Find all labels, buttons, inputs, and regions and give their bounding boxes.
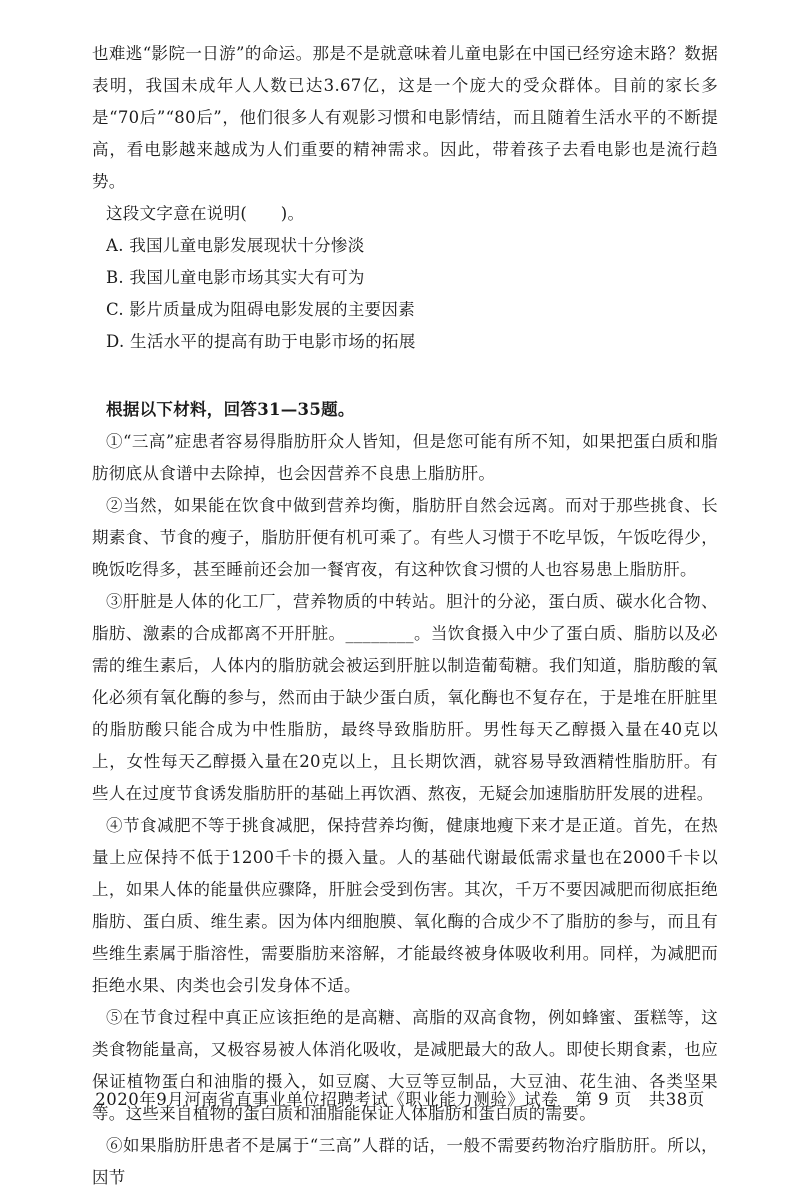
material-paragraph-1: ①“三高”症患者容易得脂肪肝众人皆知，但是您可能有所不知，如果把蛋白质和脂肪彻底从食谱中去除掉，也会因营养不良患上脂肪肝。 [92,432,718,483]
page-footer: 2020年9月河南省直事业单位招聘考试《职业能力测验》试卷 第 9 页 共38页 [95,1090,705,1109]
option-a: A. 我国儿童电影发展现状十分惨淡 [106,236,365,255]
material-paragraph-6: ⑥如果脂肪肝患者不是属于“三高”人群的话，一般不需要药物治疗脂肪肝。所以，因节 [92,1136,718,1187]
material-paragraph-2: ②当然，如果能在饮食中做到营养均衡，脂肪肝自然会远离。而对于那些挑食、长期素食、节食的瘦子，脂肪肝便有机可乘了。有些人习惯于不吃早饭，午饭吃得少，晚饭吃得多，甚至睡前还会加一餐宵夜，有这种饮食习惯的人也容易患上脂肪肝。 [92,496,718,579]
material-paragraph-5: ⑤在节食过程中真正应该拒绝的是高糖、高脂的双高食物，例如蜂蜜、蛋糕等，这类食物能量高，又极容易被人体消化吸收，是减肥最大的敌人。即使长期食素，也应保证植物蛋白和油脂的摄入，如豆腐、大豆等豆制品，大豆油、花生油、各类坚果等。这些来自植物的蛋白质和油脂能保证人体脂肪和蛋白质的需要。 [92,1008,718,1123]
question-stem: 这段文字意在说明( )。 [106,204,305,223]
material-paragraph-4: ④节食减肥不等于挑食减肥，保持营养均衡，健康地瘦下来才是正道。首先，在热量上应保持不低于1200千卡的摄入量。人的基础代谢最低需求量也在2000千卡以上，如果人体的能量供应骤降，肝脏会受到伤害。其次，千万不要因减肥而彻底拒绝脂肪、蛋白质、维生素。因为体内细胞膜、氧化酶的合成少不了脂肪的参与，而且有些维生素属于脂溶性，需要脂肪来溶解，才能最终被身体吸收利用。同样，为减肥而拒绝水果、肉类也会引发身体不适。 [92,816,718,995]
option-d: D. 生活水平的提高有助于电影市场的拓展 [106,332,416,351]
page-content [92,38,718,1194]
material-paragraph-3: ③肝脏是人体的化工厂，营养物质的中转站。胆汁的分泌，蛋白质、碳水化合物、脂肪、激素的合成都离不开肝脏。________。当饮食摄入中少了蛋白质、脂肪以及必需的维生素后，人体内的脂肪就会被运到肝脏以制造葡萄糖。我们知道，脂肪酸的氧化必须有氧化酶的参与，然而由于缺少蛋白质，氧化酶也不复存在，于是堆在肝脏里的脂肪酸只能合成为中性脂肪，最终导致脂肪肝。男性每天乙醇摄入量在40克以上，女性每天乙醇摄入量在20克以上，且长期饮酒，就容易导致酒精性脂肪肝。有些人在过度节食诱发脂肪肝的基础上再饮酒、熬夜，无疑会加速脂肪肝发展的进程。 [92,592,718,803]
material-heading: 根据以下材料，回答31—35题。 [106,400,355,419]
previous-passage: 也难逃“影院一日游”的命运。那是不是就意味着儿童电影在中国已经穷途末路？数据表明，我国未成年人人数已达3.67亿，这是一个庞大的受众群体。目前的家长多是“70后”“80后”，他们很多人有观影习惯和电影情结，而且随着生活水平的不断提高，看电影越来越成为人们重要的精神需求。因此，带着孩子去看电影也是流行趋势。 [92,44,718,191]
option-c: C. 影片质量成为阻碍电影发展的主要因素 [106,300,416,319]
option-b: B. 我国儿童电影市场其实大有可为 [106,268,365,287]
